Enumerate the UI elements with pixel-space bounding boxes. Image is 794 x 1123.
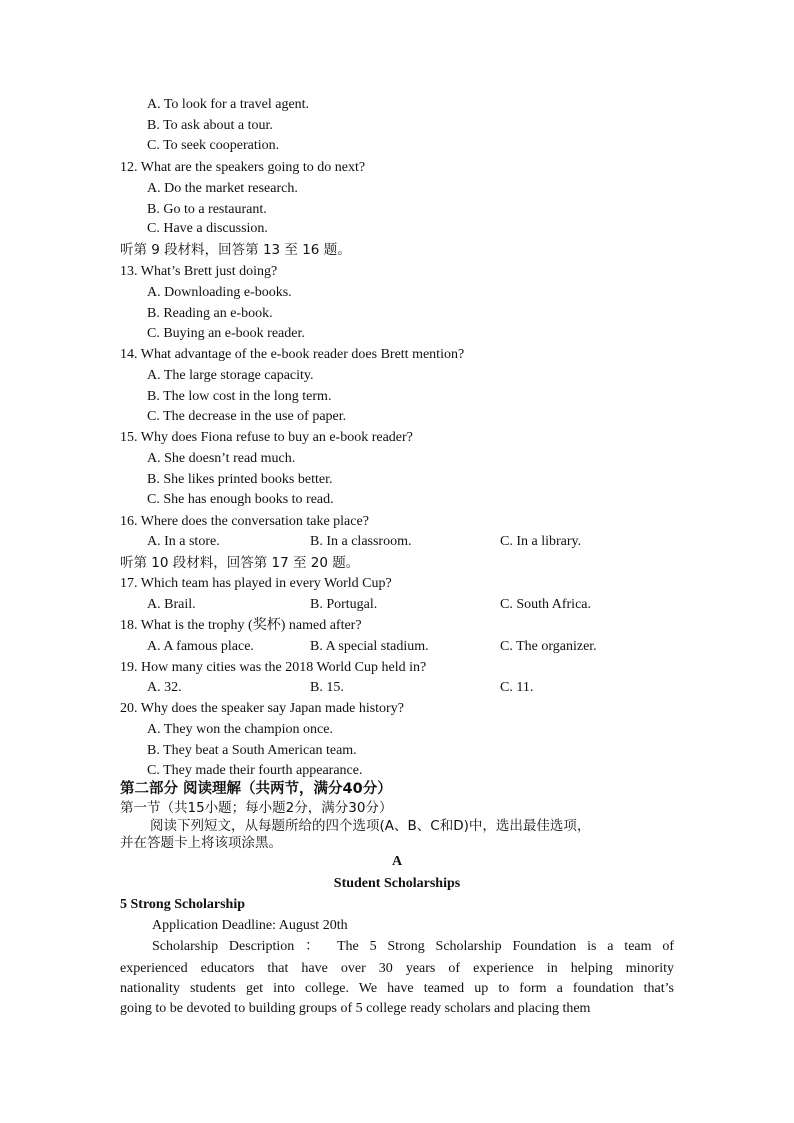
body-line-3: nationality students get into college. We have teamed up to form a foundation that’s — [120, 981, 674, 996]
text-line: B. The low cost in the long term. — [147, 389, 332, 404]
text-line: B. They beat a South American team. — [147, 743, 357, 758]
text-line: C. 11. — [500, 680, 534, 695]
text-line: 17. Which team has played in every World Cup? — [120, 576, 392, 591]
text-line: B. Reading an e-book. — [147, 306, 273, 321]
text-line: A. Brail. — [147, 597, 196, 612]
text-line: 15. Why does Fiona refuse to buy an e-book reader? — [120, 430, 413, 445]
text-line: A. Do the market research. — [147, 181, 298, 196]
text-line: B. To ask about a tour. — [147, 118, 273, 133]
text-line: 听第 9 段材料，回答第 13 至 16 题。 — [120, 242, 351, 258]
text-line: B. Go to a restaurant. — [147, 202, 267, 217]
text-line: C. The organizer. — [500, 639, 597, 654]
text-line: 20. Why does the speaker say Japan made history? — [120, 701, 404, 716]
instruction-line-2: 并在答题卡上将该项涂黑。 — [120, 835, 282, 851]
text-line: C. She has enough books to read. — [147, 492, 334, 507]
body-line-4: going to be devoted to building groups of 5 college ready scholars and placing them — [120, 1001, 591, 1016]
text-line: 12. What are the speakers going to do next? — [120, 160, 366, 175]
text-line: 18. What is the trophy (奖杯) named after? — [120, 618, 362, 633]
text-line: 13. What’s Brett just doing? — [120, 264, 278, 279]
text-line: C. The decrease in the use of paper. — [147, 409, 347, 424]
application-deadline: Application Deadline: August 20th — [152, 918, 348, 933]
passage-letter: A — [391, 854, 403, 869]
text-line: A. To look for a travel agent. — [147, 97, 310, 112]
text-line: C. To seek cooperation. — [147, 138, 280, 153]
text-line: B. 15. — [310, 680, 344, 695]
text-line: A. She doesn’t read much. — [147, 451, 296, 466]
scholarship-heading: 5 Strong Scholarship — [120, 897, 245, 912]
text-line: C. Have a discussion. — [147, 221, 268, 236]
text-line: 19. How many cities was the 2018 World Cup held in? — [120, 660, 427, 675]
instruction-line-1: 阅读下列短文，从每题所给的四个选项(A、B、C和D)中，选出最佳选项， — [150, 818, 591, 834]
subsection-title: 第一节（共15小题；每小题2分，满分30分） — [120, 800, 393, 816]
text-line: C. In a library. — [500, 534, 582, 549]
text-line: B. She likes printed books better. — [147, 472, 333, 487]
part-title: 第二部分 阅读理解（共两节，满分40分） — [120, 781, 392, 797]
text-line: 14. What advantage of the e-book reader does Brett mention? — [120, 347, 465, 362]
text-line: A. Downloading e-books. — [147, 285, 292, 300]
body-line-1: Scholarship Description ： The 5 Strong Scholarship Foundation is a team of — [152, 939, 674, 954]
text-line: C. Buying an e-book reader. — [147, 326, 305, 341]
body-line-2: experienced educators that have over 30 years of experience in helping minority — [120, 961, 674, 976]
text-line: B. Portugal. — [310, 597, 378, 612]
passage-title: Student Scholarships — [333, 876, 461, 891]
text-line: B. In a classroom. — [310, 534, 412, 549]
text-line: 16. Where does the conversation take place? — [120, 514, 369, 529]
text-line: C. South Africa. — [500, 597, 591, 612]
text-line: C. They made their fourth appearance. — [147, 763, 363, 778]
text-line: A. The large storage capacity. — [147, 368, 314, 383]
text-line: B. A special stadium. — [310, 639, 429, 654]
text-line: A. 32. — [147, 680, 182, 695]
text-line: A. A famous place. — [147, 639, 254, 654]
text-line: A. In a store. — [147, 534, 220, 549]
text-line: A. They won the champion once. — [147, 722, 333, 737]
text-line: 听第 10 段材料，回答第 17 至 20 题。 — [120, 555, 360, 571]
